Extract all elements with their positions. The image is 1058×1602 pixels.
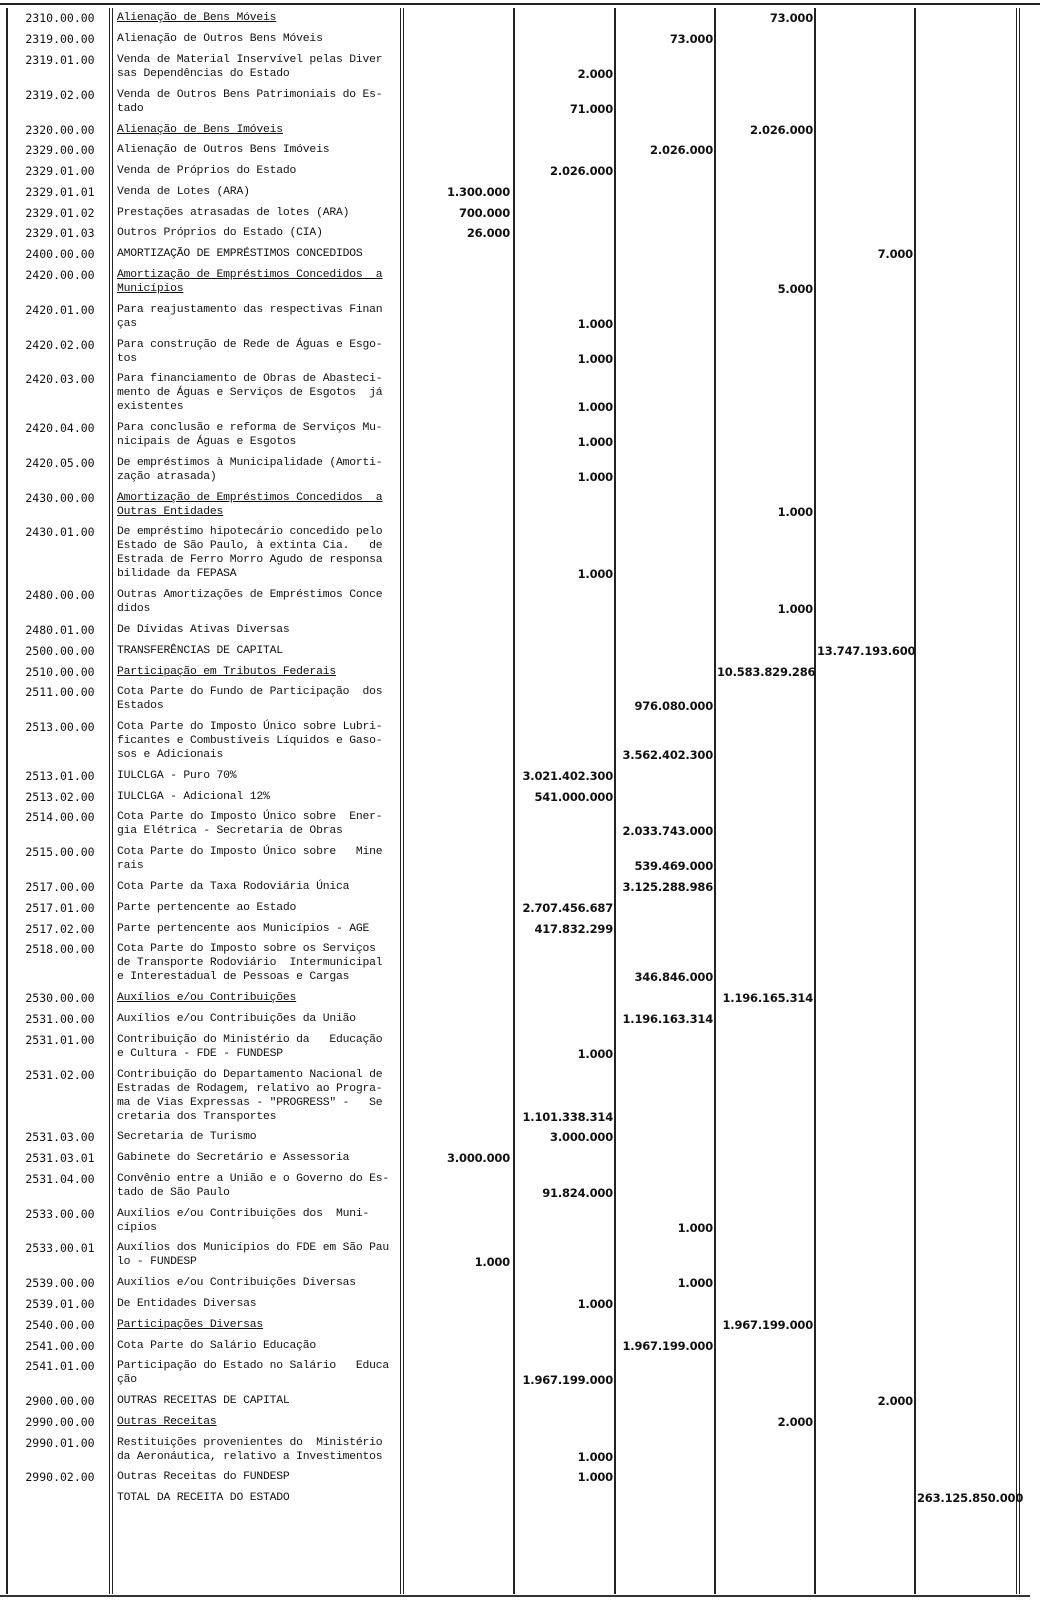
amount-value: 1.000	[777, 504, 813, 519]
description-line: bilidade da FEPASA	[117, 568, 237, 581]
description-line: IULCLGA - Puro 70%	[117, 769, 237, 782]
table-row	[0, 119, 1040, 140]
amount-value: 3.562.402.300	[622, 748, 713, 763]
description-line: gia Elétrica - Secretaria de Obras	[117, 825, 343, 838]
table-row	[0, 1168, 1040, 1203]
amount-value: 1.000	[577, 1449, 613, 1464]
account-description	[117, 206, 399, 220]
account-code: 2900.00.00	[25, 1394, 95, 1409]
account-description	[117, 1033, 399, 1061]
amount-value: 71.000	[569, 101, 613, 116]
account-description	[117, 942, 399, 984]
description-line: Cota Parte do Salário Educação	[117, 1339, 317, 1352]
description-line: e Cultura - FDE - FUNDESP	[117, 1047, 283, 1060]
description-line: Prestações atrasadas de lotes (ARA)	[117, 206, 350, 219]
table-row	[0, 8, 1040, 29]
account-description	[117, 1470, 399, 1484]
description-line: Cota Parte do Imposto Único sobre Ener-	[117, 811, 383, 824]
amount-value: 1.000	[677, 1220, 713, 1235]
description-line: Participação do Estado no Salário Educa	[117, 1360, 390, 1373]
description-line: Auxílios e/ou Contribuições Diversas	[117, 1277, 356, 1290]
table-row	[0, 1335, 1040, 1356]
account-code: 2517.01.00	[25, 900, 95, 915]
description-line: Outras Amortizações de Empréstimos Conce	[117, 589, 383, 602]
account-code: 2480.01.00	[25, 623, 95, 638]
account-description	[117, 1151, 399, 1165]
description-line: lo - FUNDESP	[117, 1256, 197, 1269]
account-code: 2310.00.00	[25, 11, 95, 26]
description-line: cretaria dos Transportes	[117, 1110, 277, 1123]
account-description	[117, 123, 399, 137]
amount-value: 2.026.000	[550, 164, 613, 179]
table-row	[0, 640, 1040, 661]
description-line: didos	[117, 603, 151, 616]
amount-value: 1.000	[777, 602, 813, 617]
description-line: e Interestadual de Pessoas e Cargas	[117, 971, 350, 984]
description-line: Outras Receitas	[117, 1415, 217, 1428]
description-line: Auxílios e/ou Contribuições dos Muni-	[117, 1207, 370, 1220]
account-description	[117, 53, 399, 81]
account-code: 2541.01.00	[25, 1359, 95, 1374]
table-row	[0, 1148, 1040, 1169]
account-description	[117, 1276, 399, 1290]
amount-value: 13.747.193.600	[817, 643, 916, 658]
account-code: 2320.00.00	[25, 122, 95, 137]
account-description	[117, 32, 399, 46]
account-code: 2531.04.00	[25, 1171, 95, 1186]
account-description	[117, 372, 399, 414]
account-description	[117, 623, 399, 637]
description-line: Municípios	[117, 282, 184, 295]
account-code: 2531.00.00	[25, 1011, 95, 1026]
table-row	[0, 661, 1040, 682]
table-row	[0, 265, 1040, 300]
table-bottom-border	[0, 1595, 1030, 1597]
amount-value: 3.125.288.986	[622, 880, 713, 895]
table-row	[0, 807, 1040, 842]
table-row	[0, 522, 1040, 585]
table-row	[0, 786, 1040, 807]
table-row	[0, 1203, 1040, 1238]
table-row	[0, 202, 1040, 223]
account-code: 2420.03.00	[25, 372, 95, 387]
table-row	[0, 842, 1040, 877]
table-row	[0, 453, 1040, 488]
description-line: Parte pertencente ao Estado	[117, 901, 297, 914]
revenue-table	[0, 8, 1040, 1509]
account-code: 2513.01.00	[25, 768, 95, 783]
account-code: 2514.00.00	[25, 810, 95, 825]
account-code: 2329.01.03	[25, 226, 95, 241]
description-line: De empréstimos à Municipalidade (Amorti-	[117, 456, 383, 469]
description-line: Estrada de Ferro Morro Agudo de responsa	[117, 554, 383, 567]
description-line: Amortização de Empréstimos Concedidos a	[117, 491, 383, 504]
description-line: Alienação de Outros Bens Móveis	[117, 33, 323, 46]
account-code: 2513.02.00	[25, 789, 95, 804]
account-description	[117, 1415, 399, 1429]
account-code: 2480.00.00	[25, 588, 95, 603]
amount-value: 1.101.338.314	[522, 1109, 613, 1124]
account-code: 2541.00.00	[25, 1338, 95, 1353]
account-description	[117, 901, 399, 915]
amount-value: 1.000	[577, 1470, 613, 1485]
amount-value: 1.000	[474, 1255, 510, 1270]
description-line: cípios	[117, 1221, 157, 1234]
account-code: 2420.04.00	[25, 421, 95, 436]
amount-value: 417.832.299	[534, 921, 613, 936]
account-code: 2533.00.01	[25, 1241, 95, 1256]
amount-value: 1.000	[577, 1296, 613, 1311]
account-description	[117, 588, 399, 616]
account-description	[117, 845, 399, 873]
account-code: 2531.02.00	[25, 1067, 95, 1082]
account-code: 2531.03.00	[25, 1130, 95, 1145]
account-code: 2531.03.01	[25, 1151, 95, 1166]
table-row	[0, 585, 1040, 620]
description-line: tado	[117, 102, 144, 115]
account-description	[117, 810, 399, 838]
amount-value: 73.000	[769, 11, 813, 26]
amount-value: 2.000	[777, 1414, 813, 1429]
description-line: Venda de Lotes (ARA)	[117, 185, 250, 198]
description-line: De Entidades Diversas	[117, 1297, 257, 1310]
description-line: AMORTIZAÇÃO DE EMPRÉSTIMOS CONCEDIDOS	[117, 248, 363, 261]
description-line: IULCLGA - Adicional 12%	[117, 790, 270, 803]
account-description	[117, 1394, 399, 1408]
account-code: 2513.00.00	[25, 720, 95, 735]
table-row	[0, 29, 1040, 50]
description-line: tado de São Paulo	[117, 1186, 230, 1199]
description-line: Outros Próprios do Estado (CIA)	[117, 227, 323, 240]
table-row	[0, 140, 1040, 161]
account-description	[117, 1436, 399, 1464]
description-line: TOTAL DA RECEITA DO ESTADO	[117, 1492, 290, 1505]
account-description	[117, 338, 399, 366]
table-row	[0, 1412, 1040, 1433]
table-row	[0, 1127, 1040, 1148]
account-description	[117, 1172, 399, 1200]
account-code: 2517.00.00	[25, 880, 95, 895]
account-description	[117, 1130, 399, 1144]
amount-value: 1.000	[577, 435, 613, 450]
table-row	[0, 1391, 1040, 1412]
account-code: 2531.01.00	[25, 1032, 95, 1047]
account-description	[117, 185, 399, 199]
account-description	[117, 790, 399, 804]
amount-value: 1.000	[677, 1276, 713, 1291]
account-code: 2430.01.00	[25, 525, 95, 540]
description-line: Outras Receitas do FUNDESP	[117, 1471, 290, 1484]
table-row	[0, 299, 1040, 334]
table-row	[0, 766, 1040, 787]
amount-value: 3.000.000	[550, 1130, 613, 1145]
amount-value: 3.000.000	[447, 1151, 510, 1166]
description-line: nicipais de Águas e Esgotos	[117, 436, 297, 449]
description-line: sos e Adicionais	[117, 749, 224, 762]
amount-value: 539.469.000	[634, 859, 713, 874]
description-line: Estradas de Rodagem, relativo ao Progra-	[117, 1082, 383, 1095]
account-code: 2990.02.00	[25, 1470, 95, 1485]
description-line: mento de Águas e Serviços de Esgotos já	[117, 387, 383, 400]
table-row	[0, 244, 1040, 265]
account-code: 2329.01.02	[25, 205, 95, 220]
account-description	[117, 685, 399, 713]
account-code: 2420.02.00	[25, 337, 95, 352]
amount-value: 10.583.829.286	[717, 664, 816, 679]
amount-value: 91.824.000	[542, 1185, 613, 1200]
table-row	[0, 181, 1040, 202]
account-description	[117, 1241, 399, 1269]
amount-value: 2.000	[877, 1394, 913, 1409]
amount-value: 1.967.199.000	[522, 1373, 613, 1388]
amount-value: 346.846.000	[634, 970, 713, 985]
description-line: Venda de Outros Bens Patrimoniais do Es-	[117, 88, 383, 101]
table-row	[0, 717, 1040, 766]
description-line: Cota Parte do Imposto Único sobre Lubri-	[117, 721, 383, 734]
description-line: Para construção de Rede de Águas e Esgo-	[117, 338, 383, 351]
amount-value: 1.000	[577, 351, 613, 366]
account-description	[117, 143, 399, 157]
table-row	[0, 1356, 1040, 1391]
description-line: Contribuição do Departamento Nacional de	[117, 1068, 383, 1081]
account-code: 2539.00.00	[25, 1276, 95, 1291]
description-line: Parte pertencente aos Municípios - AGE	[117, 922, 370, 935]
table-row	[0, 1294, 1040, 1315]
table-row	[0, 897, 1040, 918]
description-line: de Transporte Rodoviário Intermunicipal	[117, 957, 383, 970]
account-description	[117, 525, 399, 581]
account-description	[117, 88, 399, 116]
description-line: ças	[117, 317, 137, 330]
description-line: Outras Entidades	[117, 505, 224, 518]
account-code: 2500.00.00	[25, 643, 95, 658]
table-row	[0, 487, 1040, 522]
description-line: ção	[117, 1374, 137, 1387]
description-line: Cota Parte do Imposto Único sobre Mine	[117, 846, 383, 859]
amount-value: 1.300.000	[447, 184, 510, 199]
table-row	[0, 223, 1040, 244]
account-code: 2511.00.00	[25, 685, 95, 700]
account-code: 2430.00.00	[25, 490, 95, 505]
amount-value: 2.707.456.687	[522, 900, 613, 915]
account-code: 2319.00.00	[25, 32, 95, 47]
description-line: Secretaria de Turismo	[117, 1131, 257, 1144]
amount-value: 26.000	[466, 226, 510, 241]
table-top-border	[0, 3, 1040, 5]
amount-value: 263.125.850.000	[917, 1491, 1024, 1506]
description-line: Cota Parte do Imposto sobre os Serviços	[117, 943, 376, 956]
account-description	[117, 1339, 399, 1353]
amount-value: 2.000	[577, 66, 613, 81]
account-description	[117, 720, 399, 762]
account-code: 2420.01.00	[25, 302, 95, 317]
table-row	[0, 877, 1040, 898]
description-line: De Dívidas Ativas Diversas	[117, 624, 290, 637]
account-code: 2518.00.00	[25, 942, 95, 957]
account-code: 2510.00.00	[25, 664, 95, 679]
account-code: 2540.00.00	[25, 1317, 95, 1332]
amount-value: 2.026.000	[750, 122, 813, 137]
account-code: 2329.00.00	[25, 143, 95, 158]
amount-value: 3.021.402.300	[522, 768, 613, 783]
account-description	[117, 922, 399, 936]
account-description	[117, 1207, 399, 1235]
description-line: Para reajustamento das respectivas Finan	[117, 303, 383, 316]
table-row	[0, 84, 1040, 119]
account-description	[117, 456, 399, 484]
table-row	[0, 988, 1040, 1009]
amount-value: 1.000	[577, 567, 613, 582]
table-row	[0, 1009, 1040, 1030]
table-row	[0, 1488, 1040, 1509]
description-line: Alienação de Bens Móveis	[117, 12, 277, 25]
description-line: tos	[117, 352, 137, 365]
account-code: 2515.00.00	[25, 845, 95, 860]
table-row	[0, 1064, 1040, 1127]
table-row	[0, 1029, 1040, 1064]
account-description	[117, 991, 399, 1005]
account-description	[117, 644, 399, 658]
account-code: 2329.01.01	[25, 184, 95, 199]
description-line: Alienação de Bens Imóveis	[117, 123, 283, 136]
amount-value: 1.000	[577, 469, 613, 484]
amount-value: 700.000	[459, 205, 510, 220]
description-line: ma de Vias Expressas - "PROGRESS" - Se	[117, 1096, 383, 1109]
description-line: Convênio entre a União e o Governo do Es-	[117, 1172, 390, 1185]
description-line: Para conclusão e reforma de Serviços Mu-	[117, 422, 383, 435]
description-line: existentes	[117, 401, 184, 414]
account-code: 2319.02.00	[25, 87, 95, 102]
amount-value: 1.000	[577, 400, 613, 415]
description-line: Alienação de Outros Bens Imóveis	[117, 144, 330, 157]
account-description	[117, 1012, 399, 1026]
account-description	[117, 421, 399, 449]
description-line: rais	[117, 860, 144, 873]
description-line: TRANSFERÊNCIAS DE CAPITAL	[117, 644, 283, 657]
description-line: Estado de São Paulo, à extinta Cia. de	[117, 540, 383, 553]
amount-value: 1.967.199.000	[722, 1317, 813, 1332]
account-code: 2400.00.00	[25, 247, 95, 262]
description-line: zação atrasada)	[117, 470, 217, 483]
description-line: Venda de Próprios do Estado	[117, 165, 297, 178]
amount-value: 1.000	[577, 1046, 613, 1061]
amount-value: 2.026.000	[650, 143, 713, 158]
account-description	[117, 11, 399, 25]
table-row	[0, 939, 1040, 988]
account-description	[117, 1297, 399, 1311]
account-description	[117, 268, 399, 296]
account-description	[117, 303, 399, 331]
amount-value: 976.080.000	[634, 699, 713, 714]
description-line: Participações Diversas	[117, 1318, 263, 1331]
account-description	[117, 769, 399, 783]
account-description	[117, 226, 399, 240]
account-code: 2990.00.00	[25, 1414, 95, 1429]
amount-value: 541.000.000	[534, 789, 613, 804]
description-line: sas Dependências do Estado	[117, 67, 290, 80]
table-row	[0, 1467, 1040, 1488]
description-line: Estados	[117, 700, 164, 713]
table-row	[0, 682, 1040, 717]
account-description	[117, 1359, 399, 1387]
description-line: Amortização de Empréstimos Concedidos a	[117, 268, 383, 281]
amount-value: 1.196.163.314	[622, 1011, 713, 1026]
table-row	[0, 1273, 1040, 1294]
amount-value: 2.033.743.000	[622, 824, 713, 839]
table-row	[0, 1432, 1040, 1467]
account-description	[117, 1068, 399, 1124]
account-code: 2533.00.00	[25, 1206, 95, 1221]
account-code: 2319.01.00	[25, 52, 95, 67]
description-line: Cota Parte da Taxa Rodoviária Única	[117, 881, 350, 894]
description-line: OUTRAS RECEITAS DE CAPITAL	[117, 1395, 290, 1408]
description-line: ficantes e Combustíveis Líquidos e Gaso-	[117, 735, 383, 748]
account-description	[117, 1491, 399, 1505]
description-line: da Aeronáutica, relativo a Investimentos	[117, 1450, 383, 1463]
description-line: Para financiamento de Obras de Abasteci-	[117, 373, 383, 386]
amount-value: 7.000	[877, 247, 913, 262]
account-description	[117, 247, 399, 261]
description-line: Gabinete do Secretário e Assessoria	[117, 1152, 350, 1165]
account-code: 2990.01.00	[25, 1435, 95, 1450]
account-description	[117, 665, 399, 679]
account-code: 2420.05.00	[25, 455, 95, 470]
description-line: Auxílios e/ou Contribuições	[117, 992, 297, 1005]
account-code: 2517.02.00	[25, 921, 95, 936]
description-line: Participação em Tributos Federais	[117, 665, 336, 678]
description-line: Contribuição do Ministério da Educação	[117, 1033, 383, 1046]
description-line: Venda de Material Inservível pelas Diver	[117, 53, 383, 66]
table-row	[0, 334, 1040, 369]
table-row	[0, 620, 1040, 641]
description-line: De empréstimo hipotecário concedido pelo	[117, 526, 383, 539]
description-line: Restituições provenientes do Ministério	[117, 1436, 383, 1449]
amount-value: 1.196.165.314	[722, 991, 813, 1006]
table-row	[0, 50, 1040, 85]
account-description	[117, 164, 399, 178]
account-code: 2329.01.00	[25, 164, 95, 179]
table-row	[0, 1238, 1040, 1273]
table-row	[0, 1314, 1040, 1335]
amount-value: 73.000	[669, 32, 713, 47]
table-row	[0, 418, 1040, 453]
description-line: Auxílios dos Municípios do FDE em São Pau	[117, 1242, 390, 1255]
description-line: Auxílios e/ou Contribuições da União	[117, 1012, 356, 1025]
table-row	[0, 918, 1040, 939]
amount-value: 5.000	[777, 281, 813, 296]
amount-value: 1.967.199.000	[622, 1338, 713, 1353]
account-description	[117, 491, 399, 519]
account-description	[117, 1318, 399, 1332]
description-line: Cota Parte do Fundo de Participação dos	[117, 686, 383, 699]
table-row	[0, 161, 1040, 182]
amount-value: 1.000	[577, 316, 613, 331]
account-description	[117, 880, 399, 894]
account-code: 2420.00.00	[25, 267, 95, 282]
account-code: 2530.00.00	[25, 991, 95, 1006]
table-row	[0, 369, 1040, 418]
account-code: 2539.01.00	[25, 1296, 95, 1311]
